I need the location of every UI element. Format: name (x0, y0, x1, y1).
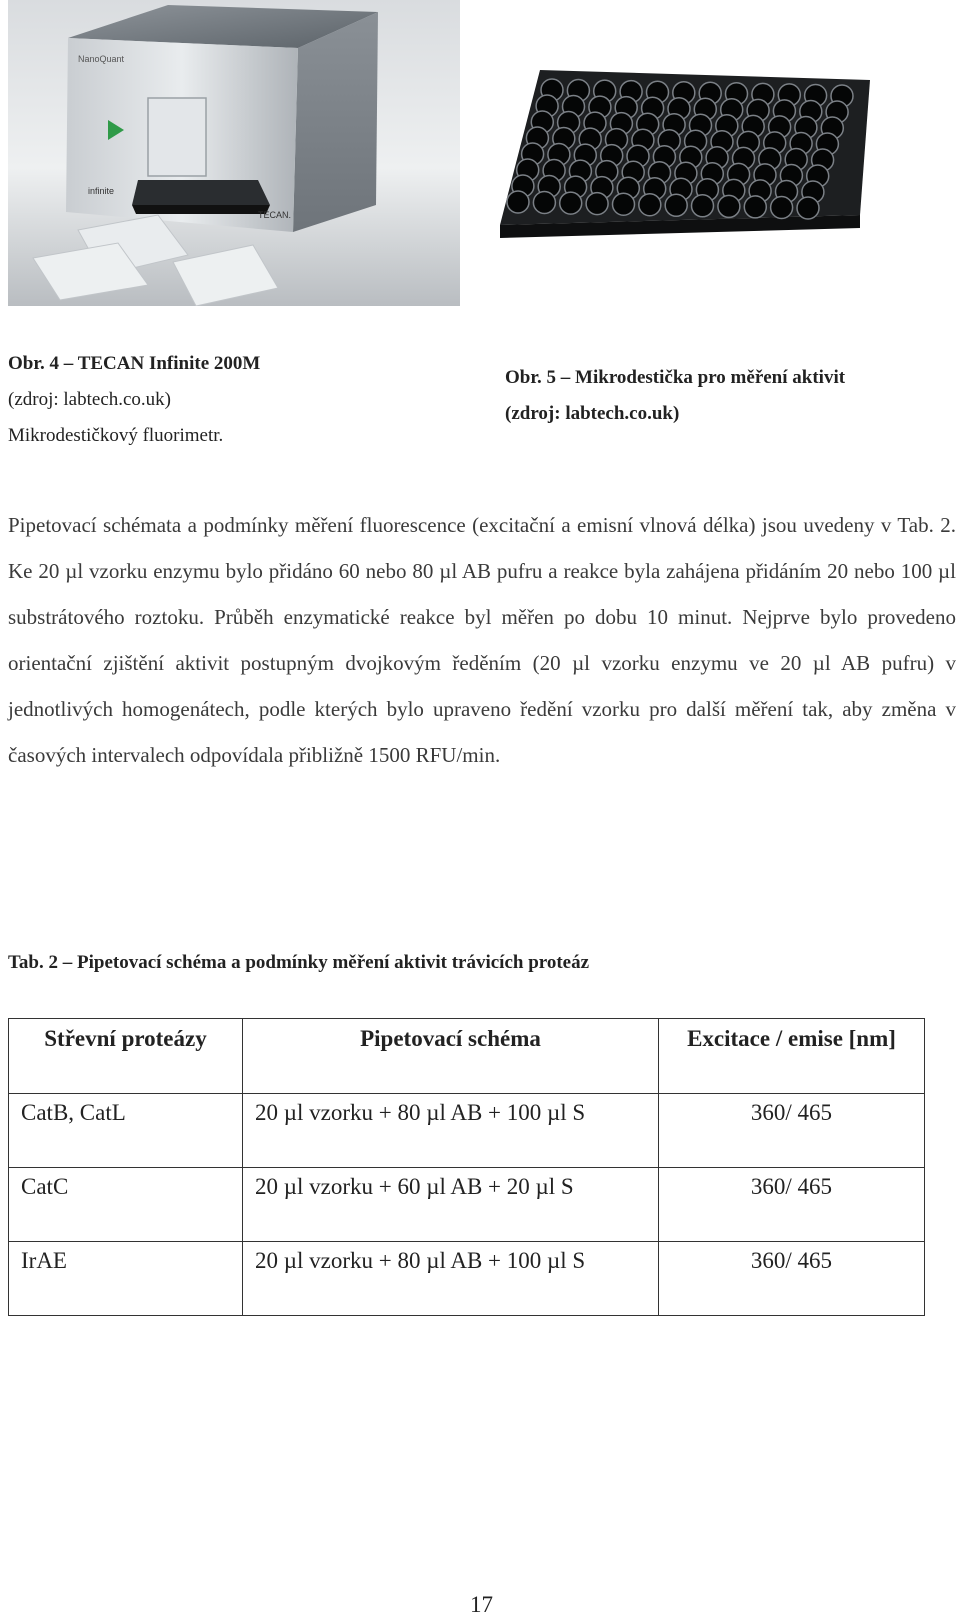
page-number: 17 (470, 1592, 493, 1617)
figure-4-description: Mikrodestičkový fluorimetr. (8, 425, 224, 446)
table-cell: 20 µl vzorku + 60 µl AB + 20 µl S (243, 1168, 659, 1242)
protease-table (8, 1018, 925, 1316)
microplate-photo (500, 60, 900, 240)
table-cell: 20 µl vzorku + 80 µl AB + 100 µl S (243, 1242, 659, 1316)
table-row (9, 1168, 925, 1242)
header-proteases: Střevní proteázy (9, 1019, 243, 1094)
nanoquant-logo-text: NanoQuant (78, 54, 125, 64)
figure-4-caption (8, 346, 260, 454)
body-paragraph: Pipetovací schémata a podmínky měření fluorescence (excitační a emisní vlnová délka) jsou uvedeny v Tab. 2. Ke 20 µl vzorku enzymu bylo přidáno 60 nebo 80 µl AB pufru a reakce byla zahájena přidáním 20 nebo 100 µl substrátového roztoku. Průběh enzymatické reakce byl měřen po dobu 10 minut. Nejprve bylo provedeno orientační zjištění aktivit postupným dvojkovým ředěním (20 µl vzorku enzymu ve 20 µl AB pufru) v jednotlivých homogenátech, podle kterých bylo upraveno ředění vzorku pro další měření tak, aby změna v časových intervalech odpovídala přibližně 1500 RFU/min. (8, 513, 956, 767)
tecan-instrument-photo (8, 0, 460, 306)
table-row (9, 1094, 925, 1168)
tecan-brand-text: TECAN. (258, 210, 292, 220)
table-caption: Tab. 2 – Pipetovací schéma a podmínky měření aktivit trávicích proteáz (8, 952, 590, 973)
header-pipetting-scheme: Pipetovací schéma (243, 1019, 659, 1094)
table-row (9, 1242, 925, 1316)
table-cell: 360/ 465 (659, 1242, 925, 1316)
figure-5-source: (zdroj: labtech.co.uk) (505, 403, 680, 424)
table-cell: CatC (9, 1168, 243, 1242)
header-excitation-emission: Excitace / emise [nm] (659, 1019, 925, 1094)
infinite-model-text: infinite (88, 186, 115, 196)
table-cell: IrAE (9, 1242, 243, 1316)
figure-4-source: (zdroj: labtech.co.uk) (8, 389, 172, 410)
table-cell: CatB, CatL (9, 1094, 243, 1168)
table-header-row (9, 1019, 925, 1094)
table-cell: 360/ 465 (659, 1094, 925, 1168)
figure-5-title: Obr. 5 – Mikrodestička pro měření aktivit (505, 367, 846, 388)
figure-5-caption (505, 360, 845, 432)
table-cell: 360/ 465 (659, 1168, 925, 1242)
table-cell: 20 µl vzorku + 80 µl AB + 100 µl S (243, 1094, 659, 1168)
figure-4-title: Obr. 4 – TECAN Infinite 200M (8, 353, 261, 374)
